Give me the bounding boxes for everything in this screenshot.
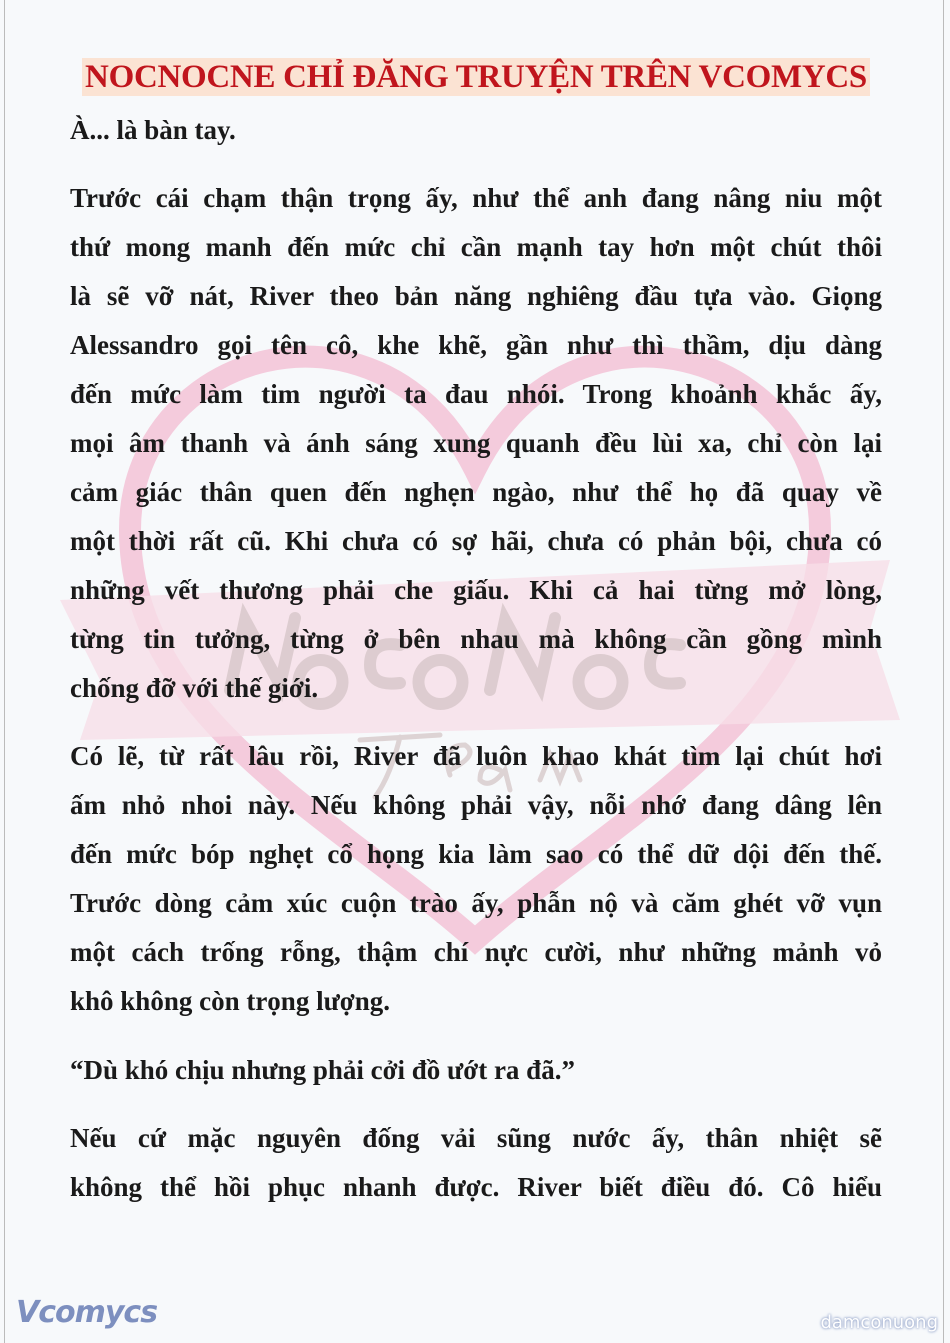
text-line: khô không còn trọng lượng. (70, 986, 390, 1016)
text-line: Có lẽ, từ rất lâu rồi, River đã luôn khao khát tìm lại chút hơi (70, 741, 882, 771)
text-line: cảm giác thân quen đến nghẹn ngào, như thể họ đã quay về (70, 477, 882, 507)
text-line: mọi âm thanh và ánh sáng xung quanh đều lùi xa, chỉ còn lại (70, 428, 882, 458)
text-line: những vết thương phải che giấu. Khi cả hai từng mở lòng, (70, 575, 882, 605)
text-line: từng tin tưởng, từng ở bên nhau mà không cần gồng mình (70, 624, 882, 654)
text-line: là sẽ vỡ nát, River theo bản năng nghiêng đầu tựa vào. Giọng (70, 281, 882, 311)
text-line: ấm nhỏ nhoi này. Nếu không phải vậy, nỗi nhớ đang dâng lên (70, 790, 882, 820)
text-line: Trước cái chạm thận trọng ấy, như thể anh đang nâng niu một (70, 183, 882, 213)
translator-credit: damconuong (820, 1312, 938, 1333)
text-line: Trước dòng cảm xúc cuộn trào ấy, phẫn nộ và căm ghét vỡ vụn (70, 888, 882, 918)
text-line: “Dù khó chịu nhưng phải cởi đồ ướt ra đã.” (70, 1055, 575, 1085)
text-line: Nếu cứ mặc nguyên đống vải sũng nước ấy, thân nhiệt sẽ (70, 1123, 882, 1153)
text-line: Alessandro gọi tên cô, khe khẽ, gần như thì thầm, dịu dàng (70, 330, 882, 360)
page-banner-title: NOCNOCNE CHỈ ĐĂNG TRUYỆN TRÊN VCOMYCS (82, 58, 870, 96)
text-line: một thời rất cũ. Khi chưa có sợ hãi, chưa có phản bội, chưa có (70, 526, 882, 556)
text-line: chống đỡ với thế giới. (70, 673, 319, 703)
text-line: một cách trống rỗng, thậm chí nực cười, như những mảnh vỏ (70, 937, 882, 967)
text-line: đến mức bóp nghẹt cổ họng kia làm sao có thể dữ dội đến thế. (70, 839, 882, 869)
text-line: thứ mong manh đến mức chỉ cần mạnh tay hơn một chút thôi (70, 232, 882, 262)
text-line: không thể hồi phục nhanh được. River biết điều đó. Cô hiểu (70, 1172, 882, 1202)
vcomycs-logo: Vcomycs (16, 1295, 158, 1330)
text-line: À... là bàn tay. (70, 115, 236, 145)
text-line: đến mức làm tim người ta đau nhói. Trong khoảnh khắc ấy, (70, 379, 882, 409)
